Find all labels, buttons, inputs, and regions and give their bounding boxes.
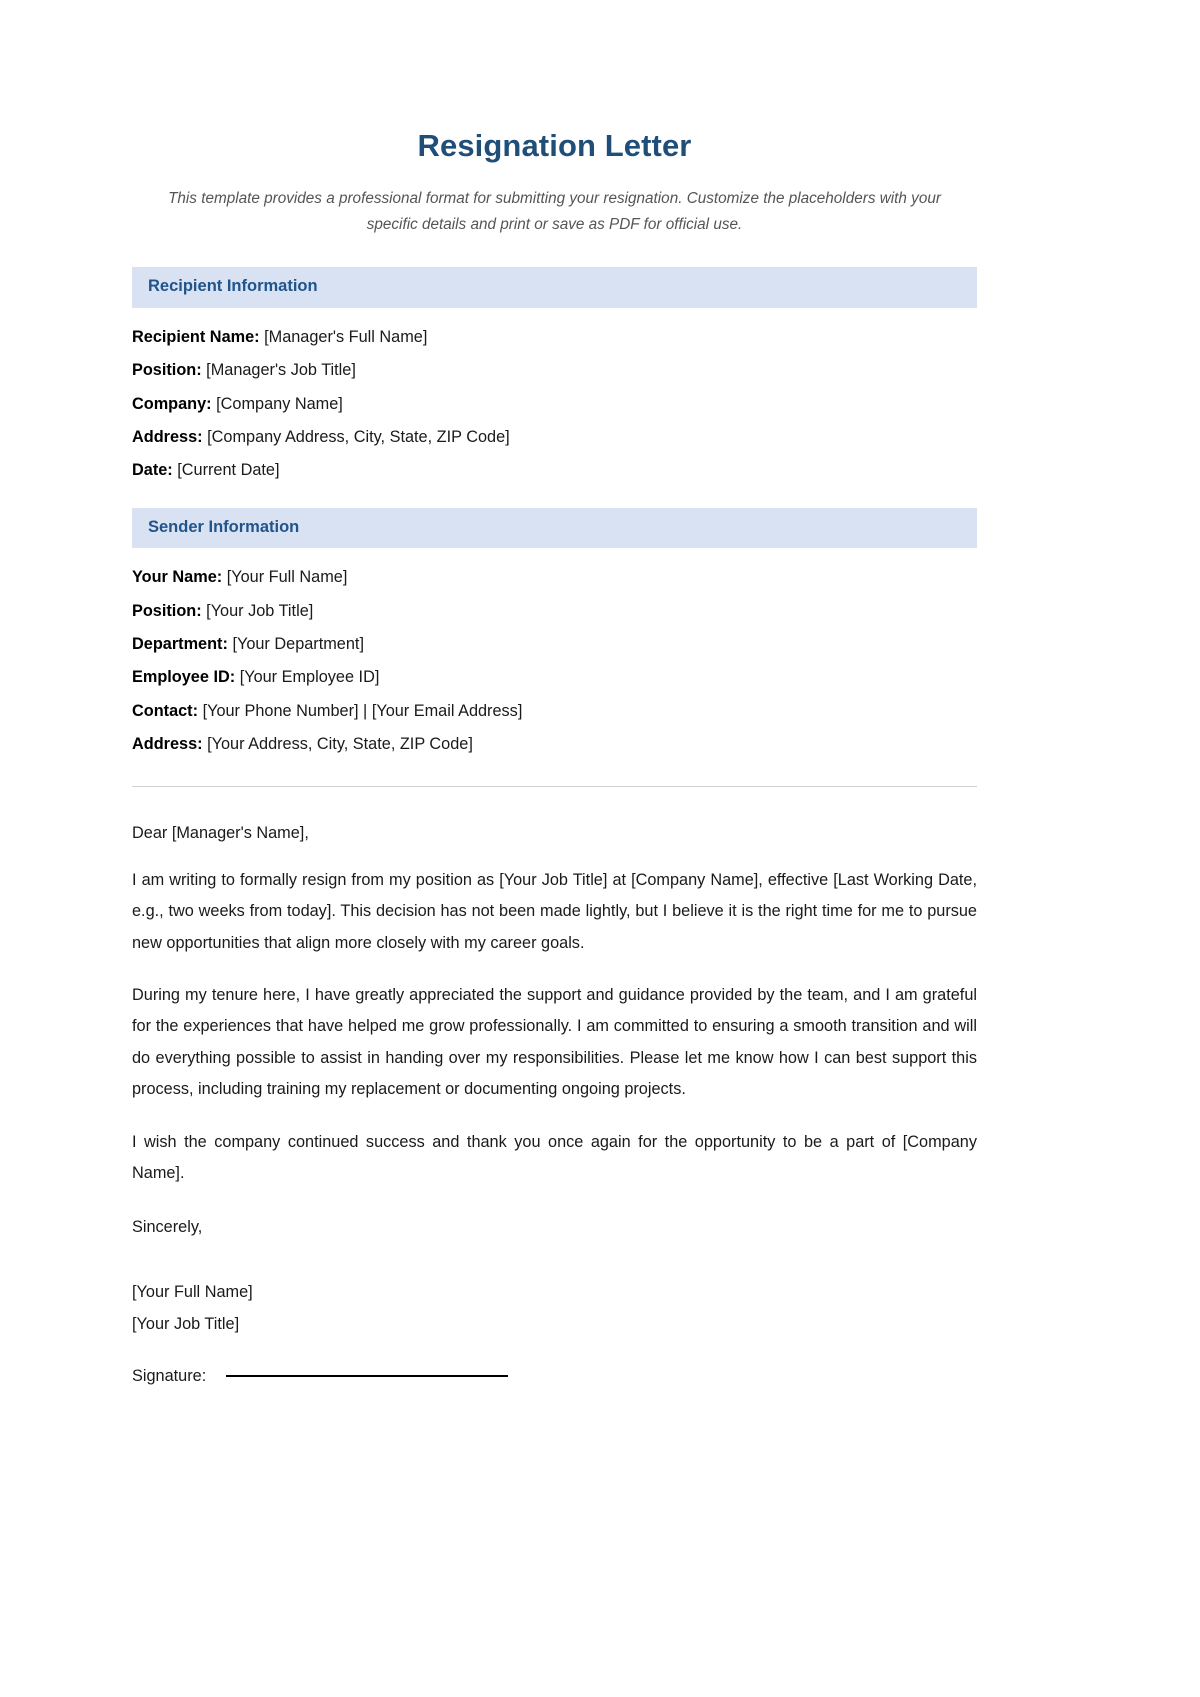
field-row (132, 652, 977, 685)
body-paragraph: I am writing to formally resign from my position as [Your Job Title] at [Company Name], effective [Last Working Date, e.g., two weeks from today]. This decision has not been made lightly, but I believe it is the right time for me to pursue new opportunities that align more closely with my career goals. (132, 870, 977, 952)
field-value: [Manager's Job Title] (206, 361, 356, 380)
field-row (132, 308, 977, 345)
field-value: [Company Name] (216, 394, 343, 413)
field-label: Position: (132, 601, 202, 620)
section-header-sender-information (132, 508, 977, 549)
field-row (132, 686, 977, 719)
field-value: [Your Job Title] (206, 601, 314, 620)
field-row (132, 586, 977, 619)
field-label: Address: (132, 734, 203, 753)
field-row (132, 548, 977, 585)
body-paragraph: I wish the company continued success and thank you once again for the opportunity to be a part of [Company Name]. (132, 1132, 977, 1183)
field-label: Position: (132, 361, 202, 380)
body-paragraph: During my tenure here, I have greatly appreciated the support and guidance provided by the team, and I am grateful for the experiences that have helped me grow professionally. I am committed to ensuring a smooth transition and will do everything possible to assist in handing over my responsibilities. Please let me know how I can best support this process, including training my replacement or documenting ongoing projects. (132, 985, 977, 1099)
field-value: [Current Date] (177, 461, 280, 480)
recipient-information-fields (132, 308, 977, 478)
salutation: Dear [Manager's Name], (132, 824, 309, 843)
signature-write-line[interactable] (226, 1375, 508, 1377)
field-value: [Your Full Name] (226, 568, 348, 587)
letter-body (132, 787, 977, 1386)
signature-row (132, 1340, 977, 1387)
signature-full-name: [Your Full Name] (132, 1283, 253, 1302)
field-value: [Your Department] (232, 634, 364, 653)
field-label: Department: (132, 634, 228, 653)
sender-information-fields (132, 548, 977, 752)
field-label: Contact: (132, 701, 199, 720)
field-value: [Your Employee ID] (239, 668, 380, 687)
field-row (132, 412, 977, 445)
field-row (132, 345, 977, 378)
document-sheet (132, 0, 977, 1387)
section-header-label: Sender Information (148, 517, 300, 536)
field-row (132, 445, 977, 478)
document-subtitle: This template provides a professional format for submitting your resignation. Customize the placeholders with your specific details and print or save as PDF for official use. (168, 189, 941, 233)
field-label: Your Name: (132, 568, 223, 587)
section-header-recipient-information (132, 267, 977, 308)
closing-salutation: Sincerely, (132, 1217, 203, 1236)
field-value: [Manager's Full Name] (264, 328, 428, 347)
field-label: Employee ID: (132, 668, 236, 687)
field-row (132, 719, 977, 752)
field-label: Recipient Name: (132, 328, 260, 347)
field-row (132, 379, 977, 412)
field-label: Address: (132, 427, 203, 446)
signature-name-block (132, 1237, 977, 1340)
field-label: Company: (132, 394, 212, 413)
signature-label: Signature: (132, 1367, 207, 1385)
field-row (132, 619, 977, 652)
signature-job-title: [Your Job Title] (132, 1314, 240, 1333)
field-label: Date: (132, 461, 173, 480)
field-value: [Your Phone Number] | [Your Email Address] (202, 701, 523, 720)
field-value: [Your Address, City, State, ZIP Code] (207, 734, 473, 753)
page-title: Resignation Letter (417, 128, 692, 163)
field-value: [Company Address, City, State, ZIP Code] (207, 427, 510, 446)
section-header-label: Recipient Information (148, 277, 318, 296)
